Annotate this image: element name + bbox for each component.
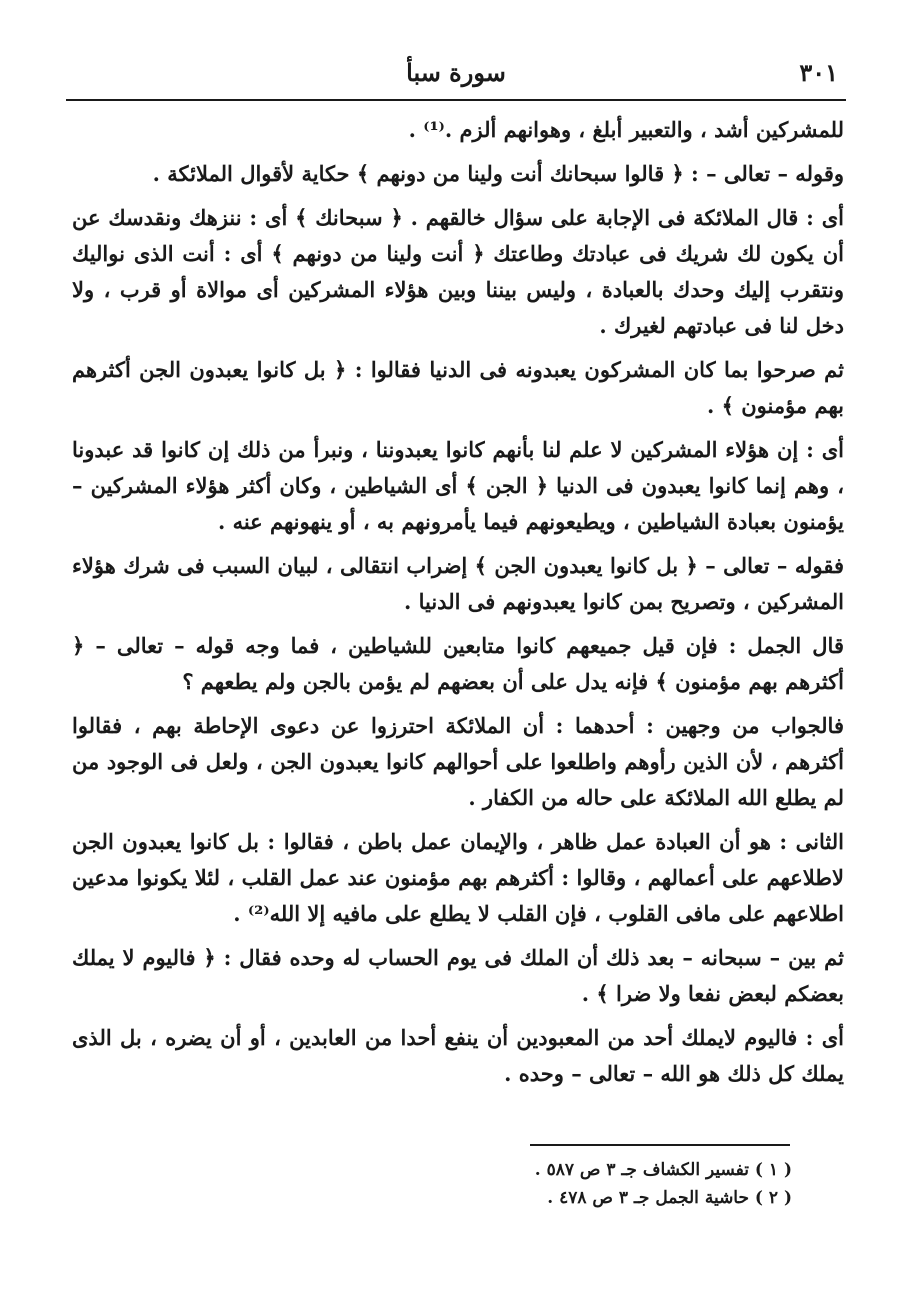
paragraph: أى : إن هؤلاء المشركين لا علم لنا بأنهم كانوا يعبدوننا ، ونبرأ من ذلك إن كانوا قد عبدونا ، وهم إنما كانوا يعبدون فى الدنيا ﴿ الجن ﴾ أى الشياطين ، وكان أكثر هؤلاء المشركين – يؤمنون بعبادة الشياطين ، ويطيعونهم فيما يأمرونهم به ، أو ينهونهم عنه .	[72, 437, 844, 534]
footnotes	[292, 1156, 792, 1212]
header-divider	[66, 99, 846, 101]
paragraph: وقوله – تعالى – : ﴿ قالوا سبحانك أنت ولينا من دونهم ﴾ حكاية لأقوال الملائكة .	[152, 161, 844, 186]
paragraph: ثم بين – سبحانه – بعد ذلك أن الملك فى يوم الحساب له وحده فقال : ﴿ فاليوم لا يملك بعضكم لبعض نفعا ولا ضرا ﴾ .	[72, 945, 844, 1006]
footnote: ( ١ ) تفسير الكشاف جـ ٣ ص ٥٨٧ .	[534, 1160, 792, 1180]
paragraph: ثم صرحوا بما كان المشركون يعبدونه فى الدنيا فقالوا : ﴿ بل كانوا يعبدون الجن أكثرهم بهم مؤمنون ﴾ .	[72, 357, 844, 418]
footnote-divider	[530, 1144, 790, 1146]
page-header	[66, 58, 846, 98]
paragraph: فالجواب من وجهين : أحدهما : أن الملائكة احترزوا عن دعوى الإحاطة بهم ، فقالوا أكثرهم ، لأن الذين رأوهم واطلعوا على أحوالهم كانوا يعبدون الجن ، ولعل فى الوجود من لم يطلع الله الملائكة على حاله من الكفار .	[72, 713, 844, 810]
footnote: ( ٢ ) حاشية الجمل جـ ٣ ص ٤٧٨ .	[547, 1188, 792, 1208]
paragraph: الثانى : هو أن العبادة عمل ظاهر ، والإيمان عمل باطن ، فقالوا : بل كانوا يعبدون الجن لاطلاعهم على أعمالهم ، وقالوا : أكثرهم بهم مؤمنون عند عمل القلب ، لئلا يكونوا مدعين اطلاعهم على مافى القلوب ، فإن القلب لا يطلع على مافيه إلا الله⁽²⁾ .	[72, 829, 845, 926]
paragraph: قال الجمل : فإن قيل جميعهم كانوا متابعين للشياطين ، فما وجه قوله – تعالى – ﴿ أكثرهم بهم مؤمنون ﴾ فإنه يدل على أن بعضهم لم يؤمن بالجن ولم يطعهم ؟	[72, 633, 844, 694]
paragraph: أى : قال الملائكة فى الإجابة على سؤال خالقهم . ﴿ سبحانك ﴾ أى : ننزهك ونقدسك عن أن يكون لك شريك فى عبادتك وطاعتك ﴿ أنت ولينا من دونهم ﴾ أى : أنت الذى نواليك ونتقرب إليك وحدك بالعبادة ، وليس بيننا وبين هؤلاء المشركين أى موالاة أو قرب ، ولا دخل لنا فى عبادتهم لغيرك .	[72, 205, 844, 338]
paragraph: للمشركين أشد ، والتعبير أبلغ ، وهوانهم ألزم .⁽¹⁾ .	[408, 117, 844, 142]
paragraph: فقوله – تعالى – ﴿ بل كانوا يعبدون الجن ﴾ إضراب انتقالى ، لبيان السبب فى شرك هؤلاء المشركين ، وتصريح بمن كانوا يعبدونهم فى الدنيا .	[72, 553, 844, 614]
body-text	[72, 112, 844, 1100]
surah-title: سورة سبأ	[406, 58, 506, 87]
paragraph: أى : فاليوم لايملك أحد من المعبودين أن ينفع أحدا من العابدين ، أو أن يضره ، بل الذى يملك كل ذلك هو الله – تعالى – وحده .	[72, 1025, 844, 1086]
page-number: ٣٠١	[799, 58, 838, 87]
